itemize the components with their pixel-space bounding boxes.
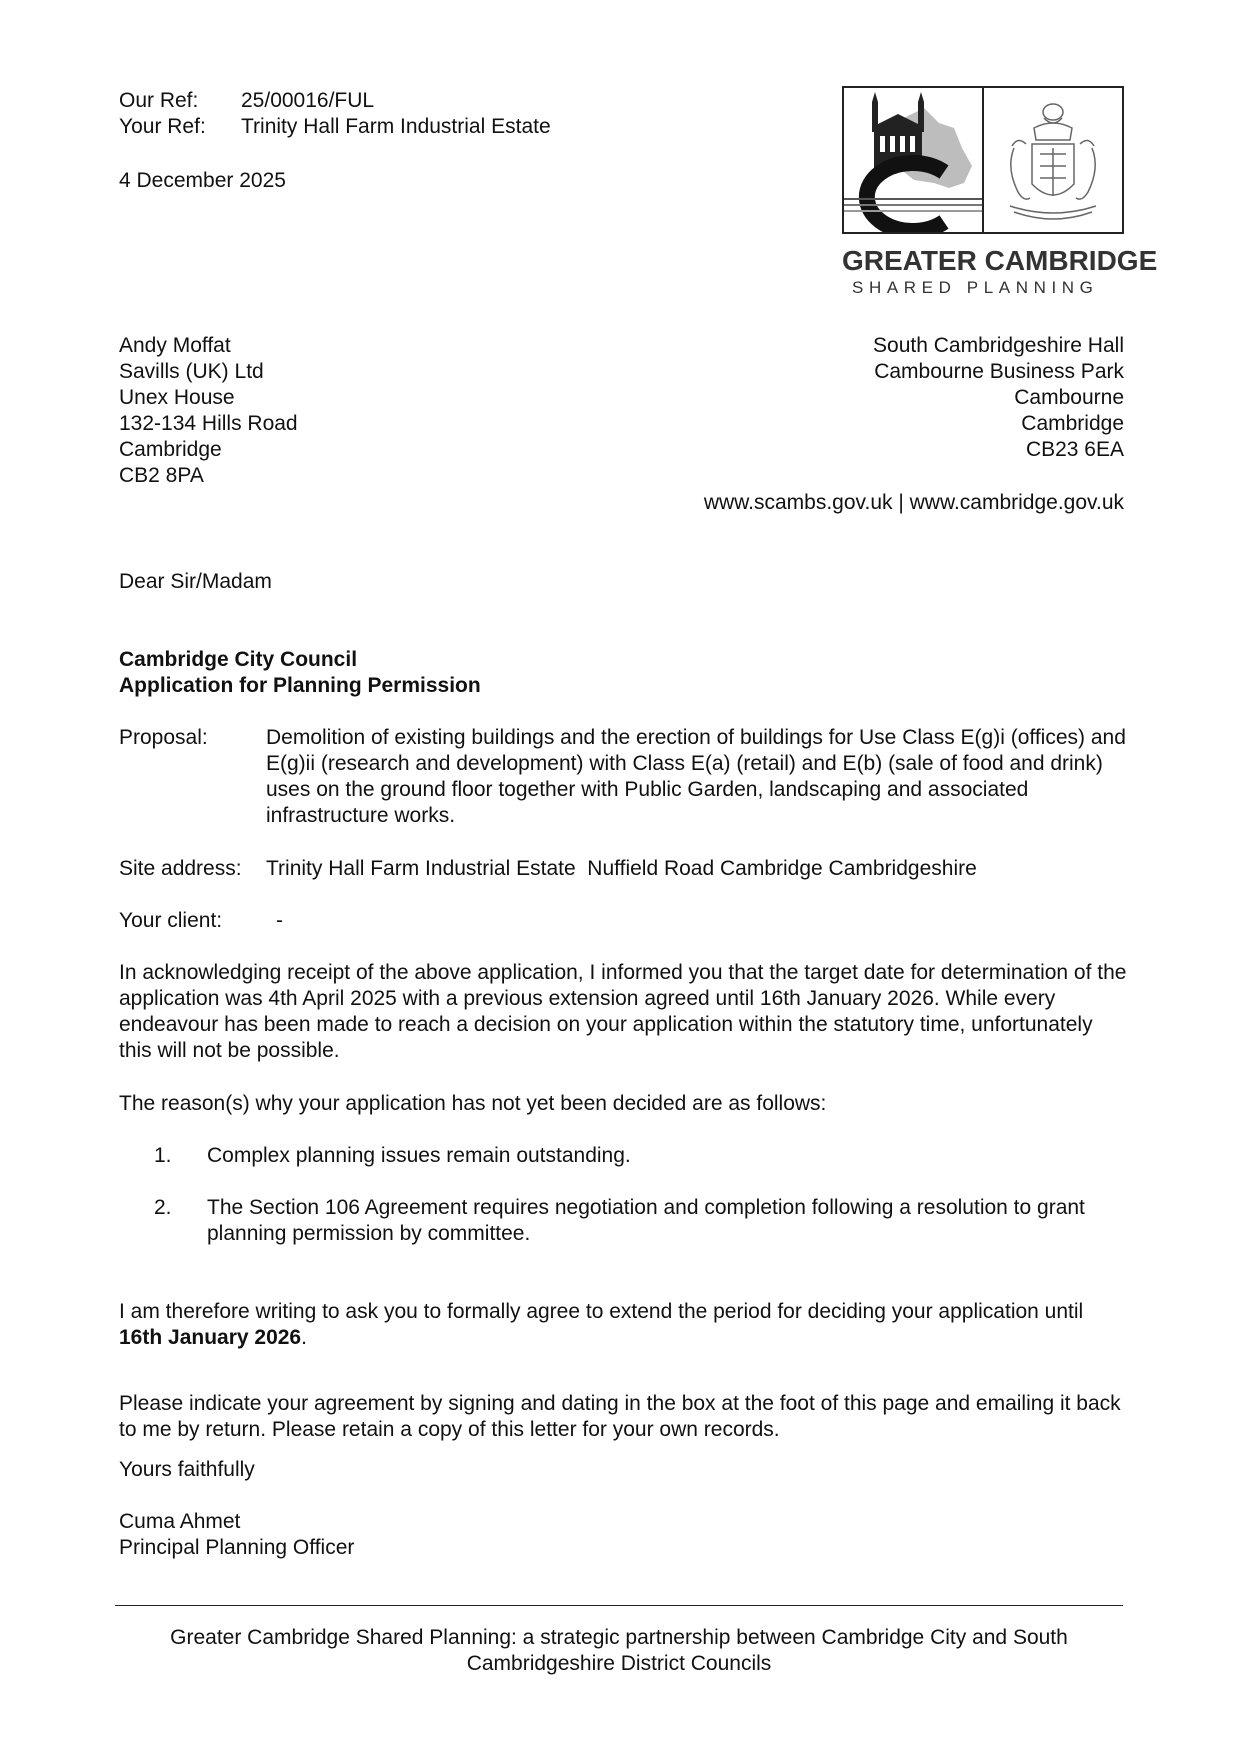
salutation: Dear Sir/Madam bbox=[119, 570, 272, 593]
signatory-name: Cuma Ahmet bbox=[119, 1510, 241, 1533]
client-label: Your client: bbox=[119, 909, 223, 932]
list-item-number: 1. bbox=[154, 1144, 172, 1167]
your-ref-label: Your Ref: bbox=[119, 115, 206, 138]
list-item-number: 2. bbox=[154, 1196, 172, 1219]
gcsp-logo bbox=[842, 86, 1158, 298]
sender-line: South Cambridgeshire Hall bbox=[873, 334, 1124, 357]
cambridge-skyline-c-emblem-icon bbox=[844, 88, 984, 232]
recipient-line: Andy Moffat bbox=[119, 334, 231, 357]
recipient-line: CB2 8PA bbox=[119, 464, 204, 487]
site-address-label: Site address: bbox=[119, 857, 242, 880]
footer-divider bbox=[115, 1605, 1123, 1606]
letter-date: 4 December 2025 bbox=[119, 169, 286, 192]
proposal-label: Proposal: bbox=[119, 726, 208, 749]
signatory bbox=[119, 1509, 354, 1561]
list-item bbox=[119, 1143, 1129, 1169]
list-item-text: The Section 106 Agreement requires negotiation and completion following a resolution to grant planning permission by committee. bbox=[207, 1196, 1085, 1245]
sender-address bbox=[873, 333, 1124, 463]
your-ref-row bbox=[119, 114, 551, 140]
logo-emblem-box bbox=[842, 86, 1124, 234]
list-item bbox=[119, 1195, 1129, 1247]
recipient-line: Cambridge bbox=[119, 438, 222, 461]
logo-name: GREATER CAMBRIDGE bbox=[842, 245, 1158, 276]
our-ref-label: Our Ref: bbox=[119, 89, 199, 112]
list-item-text: Complex planning issues remain outstanding. bbox=[207, 1144, 631, 1167]
client-text: - bbox=[276, 909, 283, 932]
extension-date: 16th January 2026 bbox=[119, 1326, 302, 1349]
proposal-text: Demolition of existing buildings and the erection of buildings for Use Class E(g)i (offices) and E(g)ii (research and development) with Class E(a) (retail) and E(b) (sale of food and drink) uses on the ground floor together with Public Garden, landscaping and associated infrastructure works. bbox=[266, 726, 1126, 827]
recipient-line: Savills (UK) Ltd bbox=[119, 360, 264, 383]
paragraph-reasons-intro: The reason(s) why your application has not yet been decided are as follows: bbox=[119, 1092, 827, 1115]
recipient-address bbox=[119, 333, 298, 489]
closing: Yours faithfully bbox=[119, 1458, 255, 1481]
logo-subtitle: SHARED PLANNING bbox=[852, 278, 1099, 297]
letter-heading bbox=[119, 647, 481, 699]
site-address-field bbox=[119, 856, 1129, 882]
sender-line: Cambridge bbox=[1021, 412, 1124, 435]
extension-text-after: . bbox=[301, 1326, 307, 1349]
paragraph-acknowledgement: In acknowledging receipt of the above application, I informed you that the target date for determination of the application was 4th April 2025 with a previous extension agreed until 16th January 2026. While every endeavour has been made to reach a decision on your application within the statutory time, unfortunately this will not be possible. bbox=[119, 961, 1127, 1062]
paragraph-extension-request bbox=[119, 1299, 1129, 1351]
footer-text: Greater Cambridge Shared Planning: a strategic partnership between Cambridge City and South Cambridgeshire District Councils bbox=[170, 1626, 1068, 1675]
recipient-line: 132-134 Hills Road bbox=[119, 412, 298, 435]
proposal-field bbox=[119, 725, 1129, 829]
sender-line: Cambourne bbox=[1014, 386, 1124, 409]
our-ref-row bbox=[119, 88, 551, 114]
extension-text-before: I am therefore writing to ask you to formally agree to extend the period for deciding your application until bbox=[119, 1300, 1084, 1323]
recipient-line: Unex House bbox=[119, 386, 235, 409]
signatory-title: Principal Planning Officer bbox=[119, 1536, 355, 1559]
sender-line: Cambourne Business Park bbox=[874, 360, 1124, 383]
heading-council: Cambridge City Council bbox=[119, 648, 358, 671]
client-field bbox=[119, 908, 1129, 934]
sender-line: CB23 6EA bbox=[1025, 438, 1124, 461]
sender-websites: www.scambs.gov.uk | www.cambridge.gov.uk bbox=[703, 491, 1124, 514]
our-ref-value: 25/00016/FUL bbox=[241, 89, 375, 112]
paragraph-agreement-instructions: Please indicate your agreement by signing and dating in the box at the foot of this page and emailing it back to me by return. Please retain a copy of this letter for your own records. bbox=[119, 1392, 1121, 1441]
your-ref-value: Trinity Hall Farm Industrial Estate bbox=[241, 115, 551, 138]
site-address-text: Trinity Hall Farm Industrial Estate Nuffield Road Cambridge Cambridgeshire bbox=[266, 857, 977, 880]
heading-application: Application for Planning Permission bbox=[119, 674, 481, 697]
reference-block bbox=[119, 88, 551, 140]
coat-of-arms-icon bbox=[984, 88, 1122, 232]
